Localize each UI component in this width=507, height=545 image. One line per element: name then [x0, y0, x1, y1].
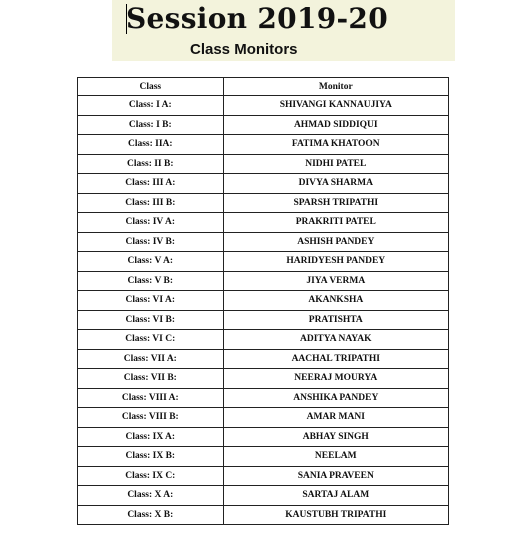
class-cell: Class: VI A:: [78, 291, 224, 311]
monitor-cell: SPARSH TRIPATHI: [223, 193, 448, 213]
class-cell: Class: III B:: [78, 193, 224, 213]
class-cell: Class: VIII B:: [78, 408, 224, 428]
table-row: [78, 174, 449, 194]
column-header-class: Class: [78, 78, 224, 96]
table-row: [78, 271, 449, 291]
class-cell: Class: IX C:: [78, 466, 224, 486]
page-title: Session 2019-20: [126, 2, 388, 35]
monitor-cell: NEELAM: [223, 447, 448, 467]
class-cell: Class: VI C:: [78, 330, 224, 350]
class-cell: Class: IIA:: [78, 135, 224, 155]
class-cell: Class: V B:: [78, 271, 224, 291]
monitor-cell: JIYA VERMA: [223, 271, 448, 291]
class-cell: Class: VII A:: [78, 349, 224, 369]
table-row: [78, 349, 449, 369]
monitor-cell: AMAR MANI: [223, 408, 448, 428]
table-row: [78, 427, 449, 447]
monitor-cell: ABHAY SINGH: [223, 427, 448, 447]
class-cell: Class: VII B:: [78, 369, 224, 389]
monitor-cell: PRAKRITI PATEL: [223, 213, 448, 233]
monitor-cell: ASHISH PANDEY: [223, 232, 448, 252]
table-row: [78, 96, 449, 116]
table-row: [78, 388, 449, 408]
monitor-cell: KAUSTUBH TRIPATHI: [223, 505, 448, 525]
class-cell: Class: IV B:: [78, 232, 224, 252]
class-cell: Class: III A:: [78, 174, 224, 194]
class-cell: Class: I B:: [78, 115, 224, 135]
table-row: [78, 252, 449, 272]
class-cell: Class: IV A:: [78, 213, 224, 233]
monitor-cell: AACHAL TRIPATHI: [223, 349, 448, 369]
monitor-cell: DIVYA SHARMA: [223, 174, 448, 194]
table-row: [78, 310, 449, 330]
table-row: [78, 447, 449, 467]
table-row: [78, 193, 449, 213]
table-row: [78, 232, 449, 252]
table-row: [78, 154, 449, 174]
class-cell: Class: VIII A:: [78, 388, 224, 408]
table-row: [78, 505, 449, 525]
monitor-cell: SHIVANGI KANNAUJIYA: [223, 96, 448, 116]
monitor-cell: SANIA PRAVEEN: [223, 466, 448, 486]
page-subtitle: Class Monitors: [190, 41, 298, 58]
monitor-cell: FATIMA KHATOON: [223, 135, 448, 155]
class-cell: Class: V A:: [78, 252, 224, 272]
monitor-cell: ADITYA NAYAK: [223, 330, 448, 350]
class-cell: Class: VI B:: [78, 310, 224, 330]
monitor-cell: PRATISHTA: [223, 310, 448, 330]
table-row: [78, 466, 449, 486]
class-cell: Class: IX B:: [78, 447, 224, 467]
table-row: [78, 330, 449, 350]
table-row: [78, 291, 449, 311]
monitor-cell: NEERAJ MOURYA: [223, 369, 448, 389]
class-cell: Class: I A:: [78, 96, 224, 116]
table-row: [78, 135, 449, 155]
table-row: [78, 369, 449, 389]
monitor-cell: NIDHI PATEL: [223, 154, 448, 174]
monitor-cell: ANSHIKA PANDEY: [223, 388, 448, 408]
class-cell: Class: IX A:: [78, 427, 224, 447]
table-row: [78, 115, 449, 135]
monitors-table: [77, 77, 449, 525]
column-header-monitor: Monitor: [223, 78, 448, 96]
monitor-cell: SARTAJ ALAM: [223, 486, 448, 506]
table-row: [78, 213, 449, 233]
table-row: [78, 486, 449, 506]
monitor-cell: AHMAD SIDDIQUI: [223, 115, 448, 135]
table-header-row: [78, 78, 449, 96]
monitor-cell: HARIDYESH PANDEY: [223, 252, 448, 272]
class-cell: Class: X A:: [78, 486, 224, 506]
monitor-cell: AKANKSHA: [223, 291, 448, 311]
class-cell: Class: X B:: [78, 505, 224, 525]
table-row: [78, 408, 449, 428]
class-cell: Class: II B:: [78, 154, 224, 174]
